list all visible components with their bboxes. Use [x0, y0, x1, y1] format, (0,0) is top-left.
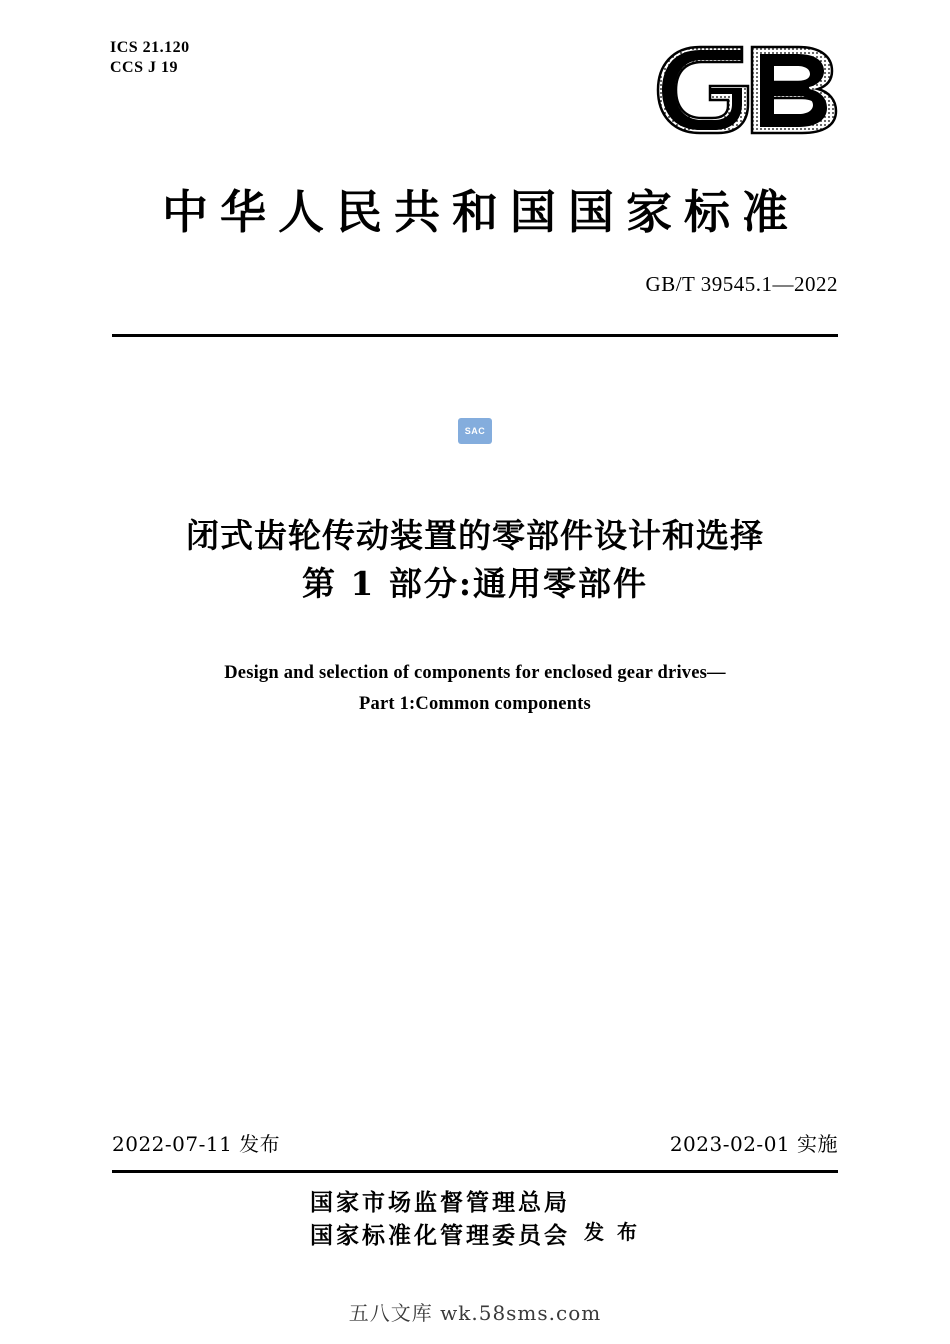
divider-bottom [112, 1170, 838, 1173]
issuer-names [310, 1186, 570, 1252]
issue-date: 2022-07-11 发布 [112, 1132, 281, 1156]
gb-logo-icon [652, 44, 842, 136]
footer-watermark: 五八文库 wk.58sms.com [348, 1301, 602, 1325]
document-title-cn-line2: 第 1 部分:通用零部件 [301, 564, 649, 603]
issuer-line1: 国家市场监督管理总局 [310, 1189, 571, 1216]
classification-codes [110, 38, 190, 78]
document-title-cn-line1: 闭式齿轮传动装置的零部件设计和选择 [186, 516, 764, 555]
document-title-en [100, 658, 850, 720]
document-title-en-line2: Part 1:Common components [359, 694, 591, 714]
sac-mark-icon [457, 416, 493, 446]
ccs-code: CCS J 19 [110, 59, 179, 76]
document-title-cn [70, 512, 880, 608]
effective-date: 2023-02-01 实施 [669, 1132, 838, 1156]
sac-mark-label: SAC [458, 418, 492, 444]
page-title: 中华人民共和国国家标准 [162, 185, 800, 239]
document-title-en-line1: Design and selection of components for enclosed gear drives— [224, 663, 726, 683]
issuer-publish-label: 发 布 [584, 1219, 640, 1244]
divider-top [112, 334, 838, 337]
standard-number: GB/T 39545.1—2022 [645, 272, 838, 296]
ics-code: ICS 21.120 [110, 39, 190, 56]
issuing-authority [0, 1186, 950, 1252]
issuer-line2: 国家标准化管理委员会 [310, 1222, 571, 1249]
